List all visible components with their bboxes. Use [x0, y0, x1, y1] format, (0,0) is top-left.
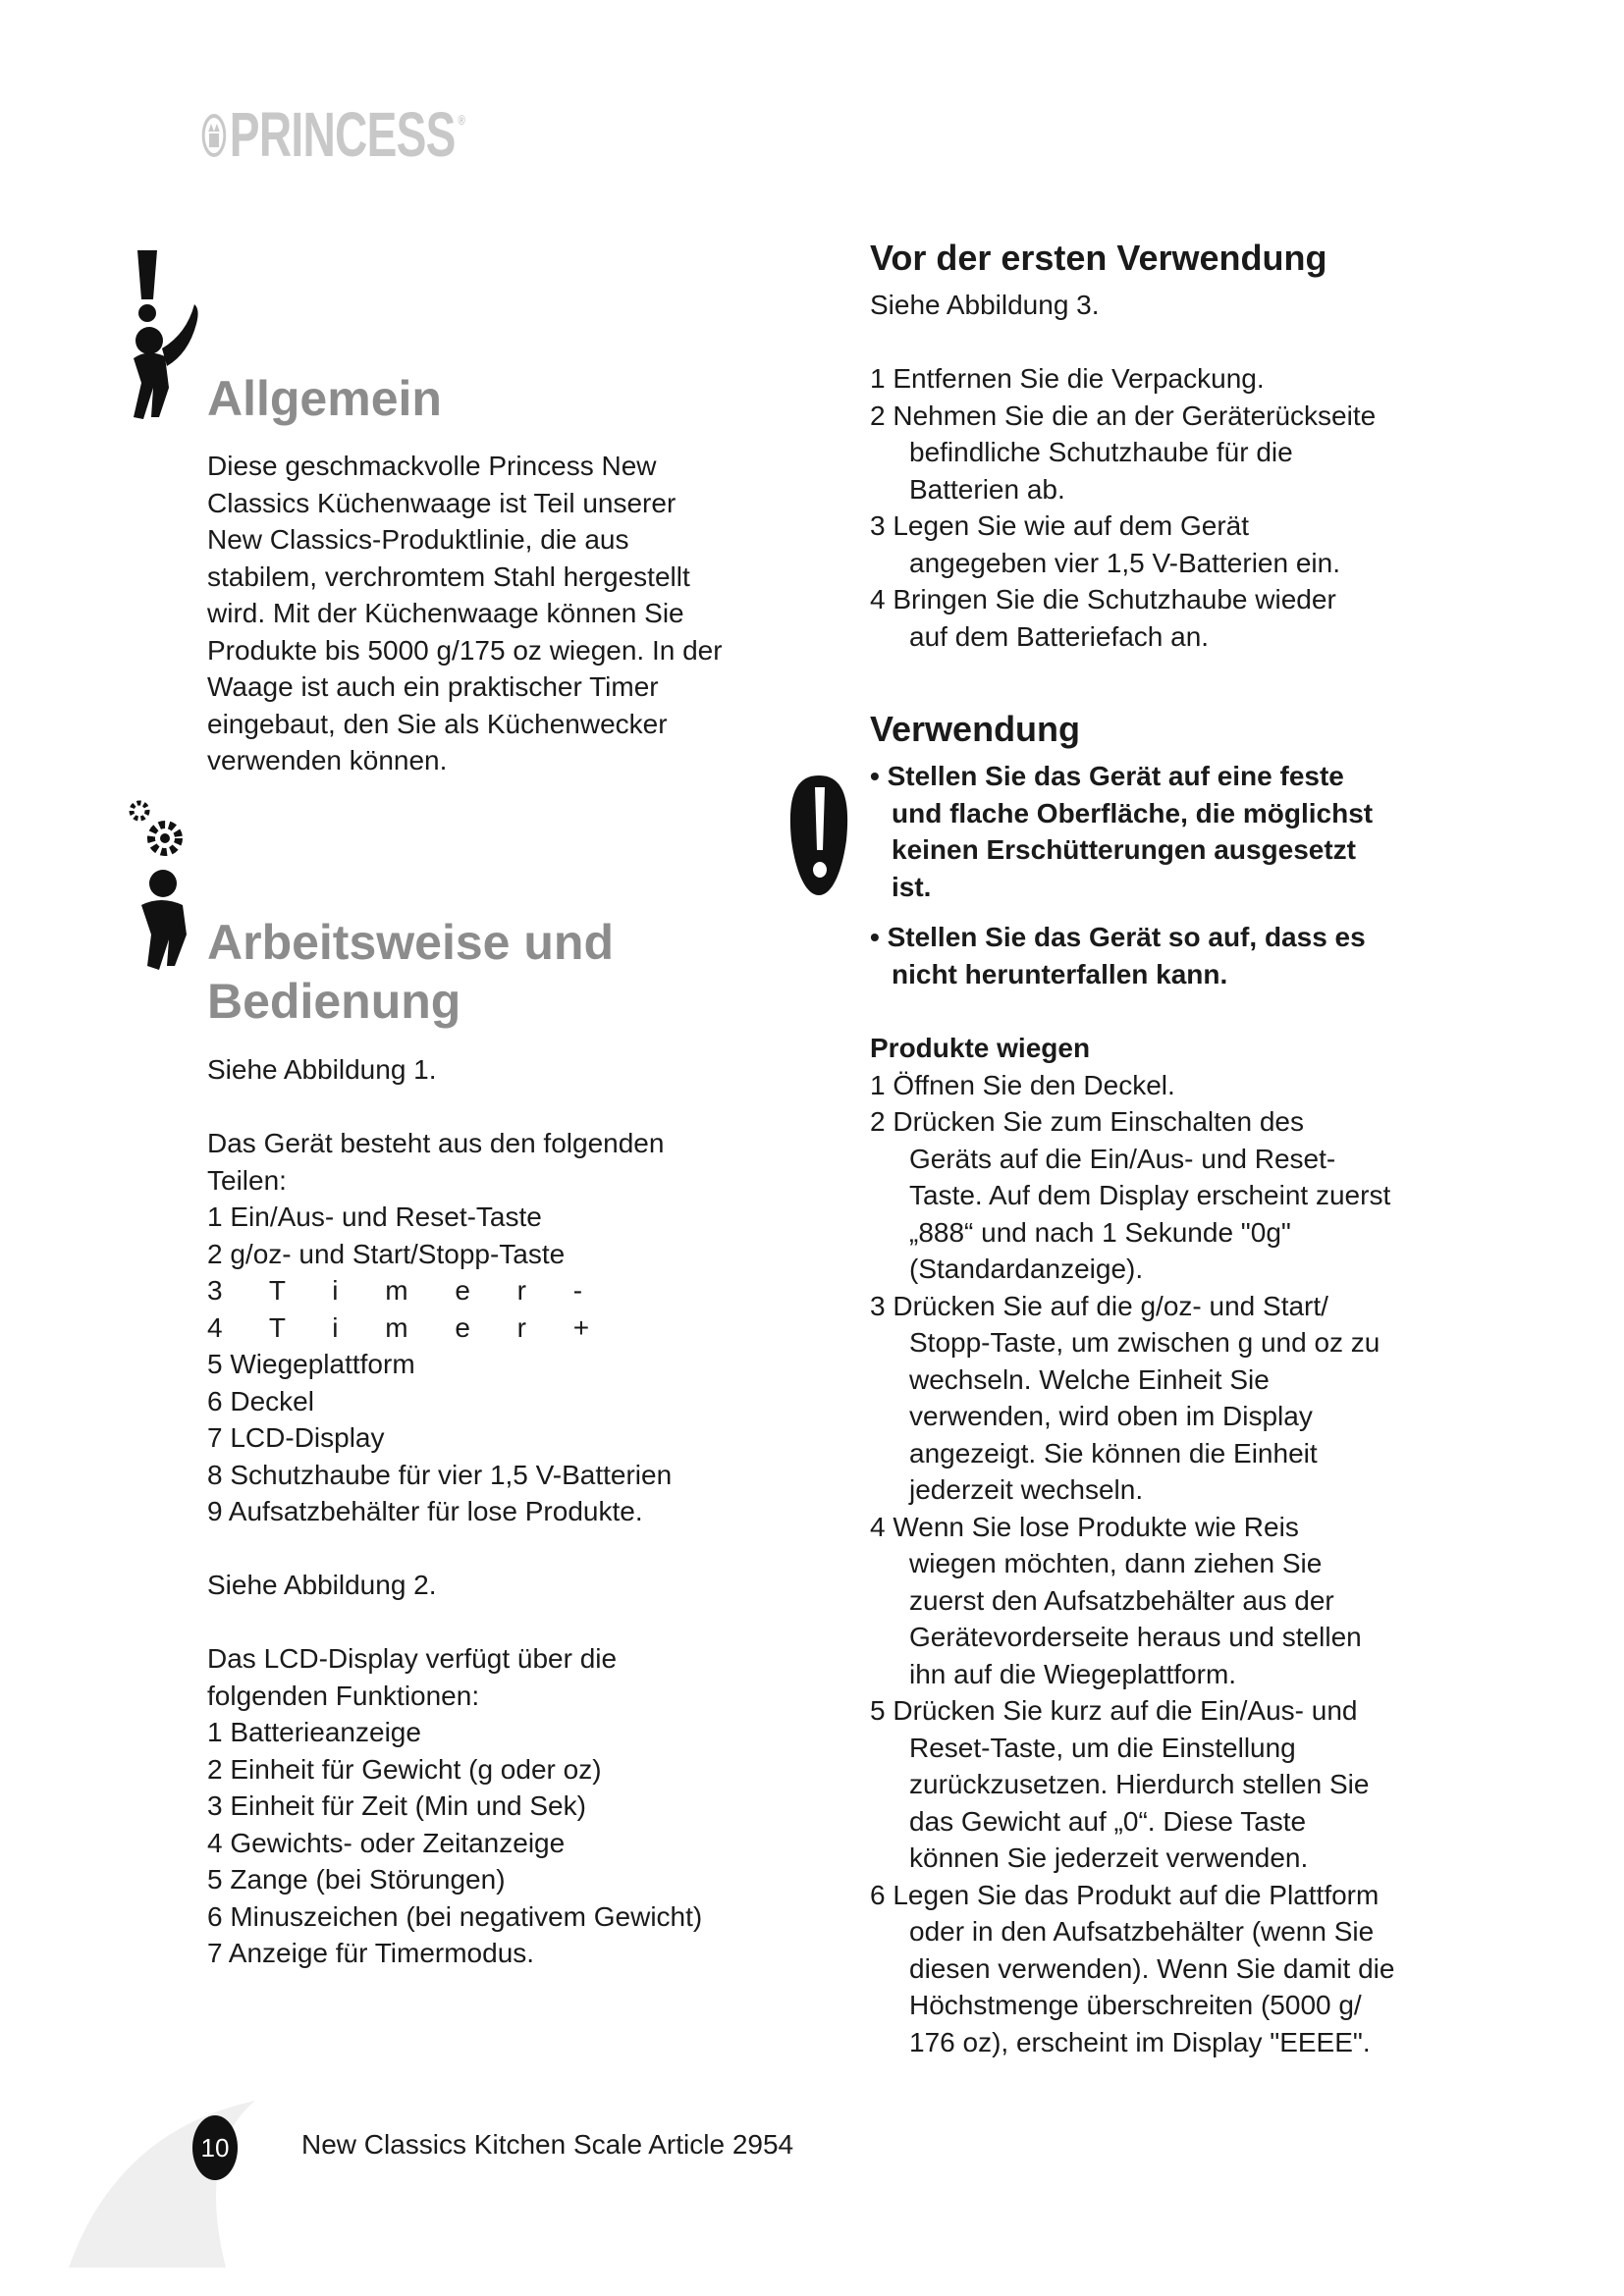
allgemein-line: Diese geschmackvolle Princess New: [207, 451, 657, 481]
see-figure-2: Siehe Abbildung 2.: [207, 1570, 437, 1600]
crown-icon: [201, 110, 227, 159]
lcd-function-item: 2 Einheit für Gewicht (g oder oz): [207, 1753, 602, 1785]
warning-line: nicht herunterfallen kann.: [892, 958, 1228, 989]
weigh-step-cont: Taste. Auf dem Display erscheint zuerst: [909, 1180, 1391, 1210]
weigh-step-cont: Stopp-Taste, um zwischen g und oz zu: [909, 1327, 1380, 1358]
lcd-function-item: 5 Zange (bei Störungen): [207, 1864, 506, 1895]
warning-exclamation-icon: [785, 772, 852, 899]
parts-intro: Teilen:: [207, 1164, 287, 1196]
weigh-step-cont: angezeigt. Sie können die Einheit: [909, 1437, 1318, 1468]
weigh-step-cont: diesen verwenden). Wenn Sie damit die: [909, 1952, 1395, 1984]
weigh-step-cont: zuerst den Aufsatzbehälter aus der: [909, 1584, 1334, 1616]
warning-line: • Stellen Sie das Gerät so auf, dass es: [870, 922, 1366, 952]
part-item: 6 Deckel: [207, 1385, 314, 1416]
brand-logo: [201, 98, 464, 171]
arbeitsweise-heading-line1: Arbeitsweise und: [207, 915, 614, 970]
warnings-block: [870, 758, 1459, 992]
vor-verwendung-heading: Vor der ersten Verwendung: [870, 238, 1327, 278]
part-item: 2 g/oz- und Start/Stopp-Taste: [207, 1238, 566, 1269]
part-item: 1 Ein/Aus- und Reset-Taste: [207, 1201, 542, 1232]
allgemein-body: [207, 448, 796, 779]
setup-step-cont: befindliche Schutzhaube für die: [909, 437, 1293, 467]
verwendung-heading: Verwendung: [870, 709, 1081, 749]
weigh-step-cont: wiegen möchten, dann ziehen Sie: [909, 1548, 1323, 1578]
weigh-step-cont: (Standardanzeige).: [909, 1254, 1144, 1284]
allgemein-line: eingebaut, den Sie als Küchenwecker: [207, 708, 668, 739]
weigh-step: 2 Drücken Sie zum Einschalten des: [870, 1106, 1304, 1137]
weigh-step-cont: „888“ und nach 1 Sekunde "0g": [909, 1216, 1291, 1248]
weigh-step-cont: 176 oz), erscheint im Display "EEEE".: [909, 2026, 1371, 2057]
weigh-step: 4 Wenn Sie lose Produkte wie Reis: [870, 1511, 1299, 1542]
weigh-step-cont: zurückzusetzen. Hierdurch stellen Sie: [909, 1769, 1370, 1799]
setup-step: 3 Legen Sie wie auf dem Gerät: [870, 510, 1250, 541]
weigh-step-cont: Geräts auf die Ein/Aus- und Reset-: [909, 1143, 1336, 1174]
allgemein-heading: Allgemein: [207, 371, 442, 426]
arbeitsweise-heading: [207, 913, 614, 1031]
allgemein-line: wird. Mit der Küchenwaage können Sie: [207, 598, 684, 628]
lcd-function-item: 6 Minuszeichen (bei negativem Gewicht): [207, 1900, 703, 1932]
arbeitsweise-body: [207, 1051, 796, 1972]
setup-step-cont: auf dem Batteriefach an.: [909, 620, 1210, 652]
info-person-icon: [118, 250, 206, 427]
vor-verwendung-body: [870, 287, 1459, 655]
warning-line: ist.: [892, 871, 932, 902]
setup-step-cont: Batterien ab.: [909, 473, 1065, 505]
weigh-step: 6 Legen Sie das Produkt auf die Plattform: [870, 1879, 1380, 1910]
see-figure-1: Siehe Abbildung 1.: [207, 1054, 437, 1085]
page-number: 10: [192, 2115, 238, 2180]
weigh-step-cont: Gerätevorderseite heraus und stellen: [909, 1622, 1362, 1652]
produkte-wiegen-block: [870, 1030, 1459, 2060]
lcd-function-item: 1 Batterieanzeige: [207, 1717, 421, 1747]
setup-step-cont: angegeben vier 1,5 V-Batterien ein.: [909, 547, 1340, 578]
weigh-step-cont: können Sie jederzeit verwenden.: [909, 1842, 1309, 1873]
setup-step: 4 Bringen Sie die Schutzhaube wieder: [870, 584, 1336, 614]
allgemein-line: verwenden können.: [207, 745, 448, 775]
warning-line: • Stellen Sie das Gerät auf eine feste: [870, 761, 1344, 791]
brand-name: PRINCESS: [229, 99, 456, 170]
see-figure-3: Siehe Abbildung 3.: [870, 290, 1100, 320]
allgemein-line: Classics Küchenwaage ist Teil unserer: [207, 487, 677, 518]
registered-mark: ®: [458, 112, 465, 128]
lcd-function-item: 7 Anzeige für Timermodus.: [207, 1938, 535, 1968]
weigh-step-cont: Reset-Taste, um die Einstellung: [909, 1732, 1296, 1763]
weigh-step-cont: oder in den Aufsatzbehälter (wenn Sie: [909, 1916, 1375, 1947]
weigh-step-cont: verwenden, wird oben im Display: [909, 1401, 1313, 1431]
allgemein-line: stabilem, verchromtem Stahl hergestellt: [207, 561, 690, 592]
decorative-swoosh: [59, 2091, 285, 2268]
warning-line: keinen Erschütterungen ausgesetzt: [892, 834, 1357, 865]
setup-step: 1 Entfernen Sie die Verpackung.: [870, 363, 1265, 394]
warning-line: und flache Oberfläche, die möglichst: [892, 797, 1374, 828]
lcd-intro: folgenden Funktionen:: [207, 1680, 480, 1711]
part-item: 3 T i m e r -: [207, 1275, 597, 1306]
weigh-step-cont: wechseln. Welche Einheit Sie: [909, 1363, 1270, 1395]
weigh-step: 5 Drücken Sie kurz auf die Ein/Aus- und: [870, 1695, 1358, 1726]
part-item: 8 Schutzhaube für vier 1,5 V-Batterien: [207, 1459, 673, 1490]
lcd-function-item: 4 Gewichts- oder Zeitanzeige: [207, 1827, 566, 1858]
part-item: 9 Aufsatzbehälter für lose Produkte.: [207, 1496, 643, 1526]
weigh-step-cont: Höchstmenge überschreiten (5000 g/: [909, 1990, 1362, 2020]
weigh-step-cont: das Gewicht auf „0“. Diese Taste: [909, 1805, 1307, 1837]
part-item: 7 LCD-Display: [207, 1422, 385, 1453]
lcd-intro: Das LCD-Display verfügt über die: [207, 1643, 618, 1674]
weigh-step-cont: ihn auf die Wiegeplattform.: [909, 1658, 1237, 1689]
weigh-step-cont: jederzeit wechseln.: [909, 1474, 1144, 1505]
produkte-wiegen-heading: Produkte wiegen: [870, 1033, 1091, 1063]
gear-person-icon: [126, 797, 204, 974]
part-item: 4 T i m e r +: [207, 1311, 604, 1343]
weigh-step: 1 Öffnen Sie den Deckel.: [870, 1069, 1175, 1100]
allgemein-line: New Classics-Produktlinie, die aus: [207, 524, 629, 555]
allgemein-line: Produkte bis 5000 g/175 oz wiegen. In der: [207, 634, 723, 666]
setup-step: 2 Nehmen Sie die an der Geräterückseite: [870, 400, 1377, 431]
weigh-step: 3 Drücken Sie auf die g/oz- und Start/: [870, 1290, 1328, 1321]
part-item: 5 Wiegeplattform: [207, 1349, 415, 1379]
allgemein-line: Waage ist auch ein praktischer Timer: [207, 671, 659, 702]
arbeitsweise-heading-line2: Bedienung: [207, 974, 461, 1029]
lcd-function-item: 3 Einheit für Zeit (Min und Sek): [207, 1790, 586, 1821]
parts-intro: Das Gerät besteht aus den folgenden: [207, 1128, 665, 1158]
footer-title: New Classics Kitchen Scale Article 2954: [301, 2129, 794, 2160]
